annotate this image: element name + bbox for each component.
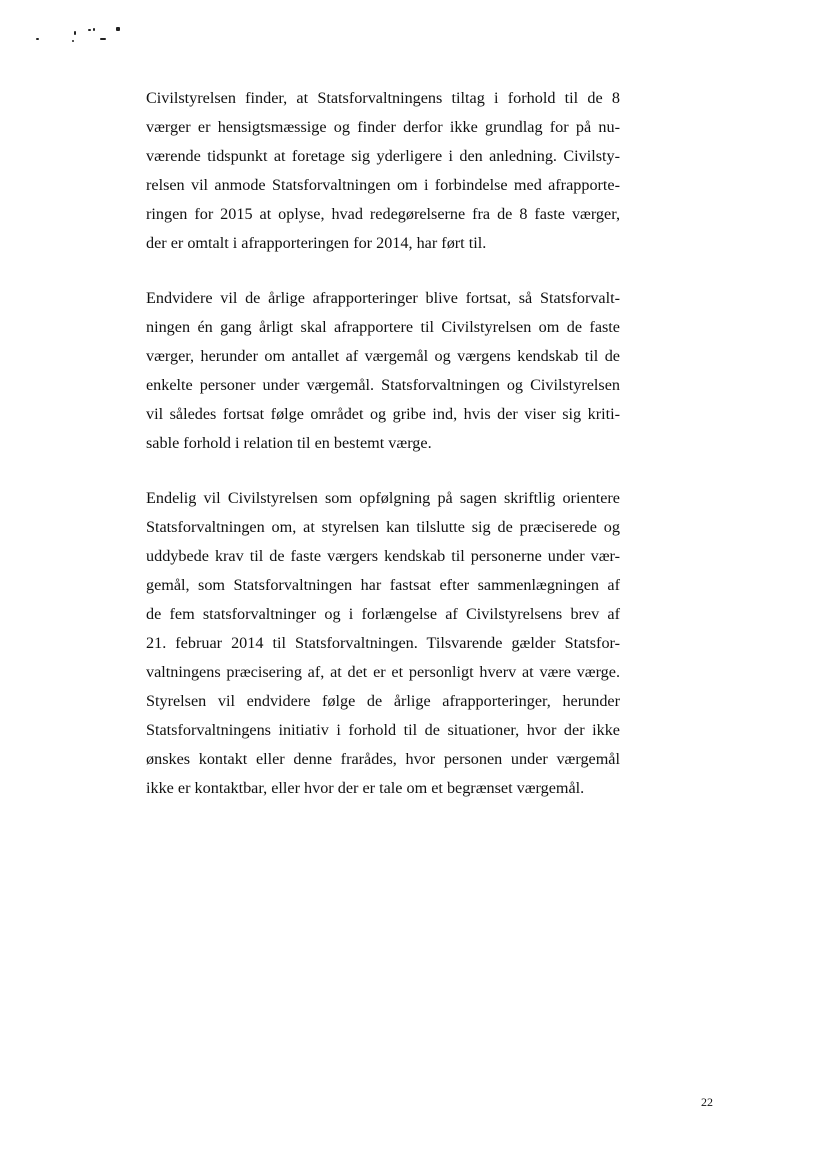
scan-speck	[36, 38, 39, 40]
text-line: ønskes kontakt eller denne frarådes, hvor personen under værgemål	[146, 750, 620, 768]
scan-speck	[116, 27, 120, 31]
text-line: gemål, som Statsforvaltningen har fastsat efter sammenlægningen af	[146, 576, 620, 594]
scan-speck	[88, 29, 91, 31]
text-line: Endelig vil Civilstyrelsen som opfølgning på sagen skriftlig orientere	[146, 489, 620, 507]
text-line: Statsforvaltningens initiativ i forhold til de situationer, hvor der ikke	[146, 721, 620, 739]
text-line: valtningens præcisering af, at det er et personligt hverv at være værge.	[146, 663, 620, 681]
scan-speck	[100, 38, 106, 40]
text-line: værger er hensigtsmæssige og finder derfor ikke grundlag for på nu-	[146, 118, 620, 136]
scan-speck	[74, 31, 76, 35]
text-line: vil således fortsat følge området og gribe ind, hvis der viser sig kriti-	[146, 405, 620, 423]
text-line: ringen for 2015 at oplyse, hvad redegørelserne fra de 8 faste værger,	[146, 205, 620, 223]
scan-artifacts	[0, 0, 140, 50]
scan-speck	[93, 28, 95, 31]
text-line: Styrelsen vil endvidere følge de årlige afrapporteringer, herunder	[146, 692, 620, 710]
paragraph-3	[146, 484, 620, 803]
text-line: værger, herunder om antallet af værgemål og værgens kendskab til de	[146, 347, 620, 365]
text-line: uddybede krav til de faste værgers kendskab til personerne under vær-	[146, 547, 620, 565]
page-number: 22	[701, 1095, 713, 1109]
text-line: relsen vil anmode Statsforvaltningen om i forbindelse med afrapporte-	[146, 176, 620, 194]
text-line: Statsforvaltningen om, at styrelsen kan tilslutte sig de præciserede og	[146, 518, 620, 536]
text-line: 21. februar 2014 til Statsforvaltningen. Tilsvarende gælder Statsfor-	[146, 634, 620, 652]
body-text	[146, 84, 620, 829]
text-line: enkelte personer under værgemål. Statsforvaltningen og Civilstyrelsen	[146, 376, 620, 394]
text-line: ningen én gang årligt skal afrapportere til Civilstyrelsen om de faste	[146, 318, 620, 336]
text-line: Endvidere vil de årlige afrapporteringer blive fortsat, så Statsforvalt-	[146, 289, 620, 307]
text-line: ikke er kontaktbar, eller hvor der er tale om et begrænset værgemål.	[146, 779, 585, 797]
text-line: der er omtalt i afrapporteringen for 2014, har ført til.	[146, 234, 487, 252]
paragraph-2	[146, 284, 620, 458]
text-line: de fem statsforvaltninger og i forlængelse af Civilstyrelsens brev af	[146, 605, 620, 623]
text-line: Civilstyrelsen finder, at Statsforvaltningens tiltag i forhold til de 8	[146, 89, 620, 107]
scan-speck	[72, 40, 74, 42]
paragraph-1	[146, 84, 620, 258]
text-line: sable forhold i relation til en bestemt værge.	[146, 434, 432, 452]
text-line: værende tidspunkt at foretage sig yderligere i den anledning. Civilsty-	[146, 147, 620, 165]
